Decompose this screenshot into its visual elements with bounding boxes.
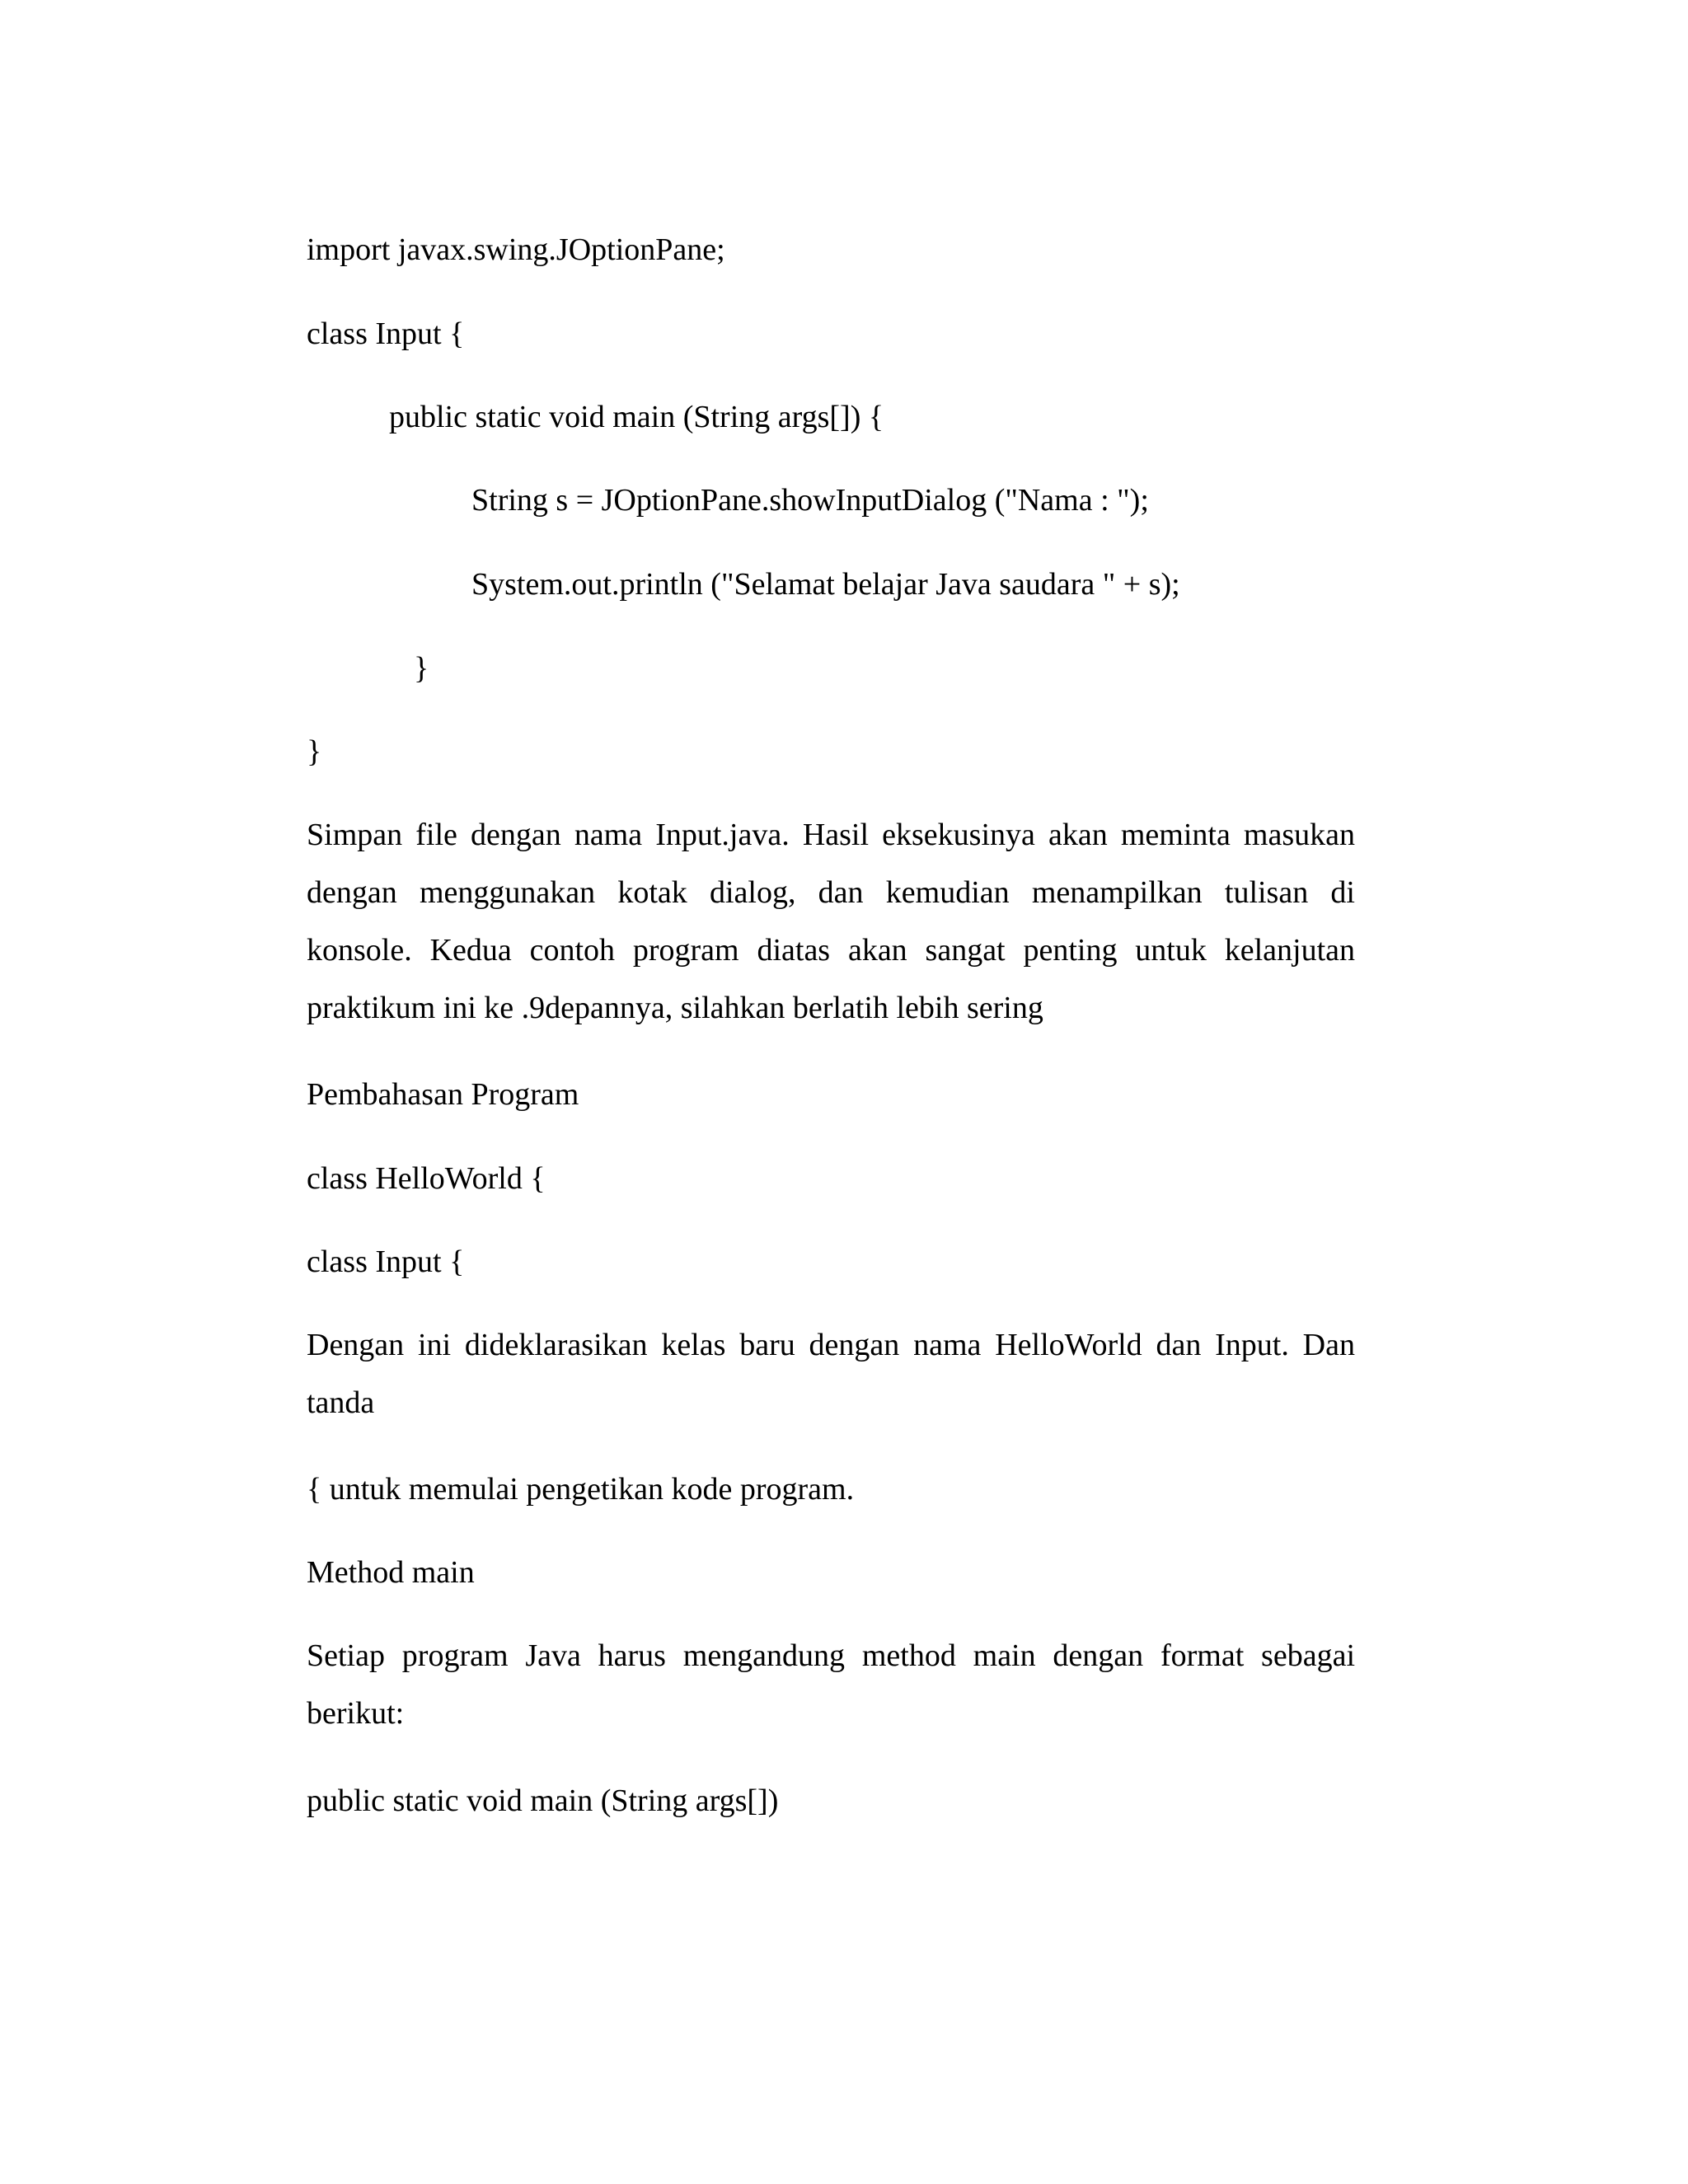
paragraph-line: Setiap program Java harus mengandung method main dengan format sebagai <box>307 1638 1355 1673</box>
paragraph-line: berikut: <box>307 1696 405 1731</box>
code-show-input-dialog-line: String s = JOptionPane.showInputDialog ("Nama : "); <box>471 483 1149 518</box>
code-main-signature: public static void main (String args[]) <box>307 1783 779 1818</box>
code-println-line: System.out.println ("Selamat belajar Java saudara " + s); <box>471 567 1180 602</box>
paragraph-line: Dengan ini dideklarasikan kelas baru dengan nama HelloWorld dan Input. Dan <box>307 1328 1355 1362</box>
code-class-helloworld: class HelloWorld { <box>307 1161 546 1196</box>
heading-method-main: Method main <box>307 1555 475 1590</box>
heading-pembahasan-program: Pembahasan Program <box>307 1077 579 1112</box>
paragraph-line: tanda <box>307 1385 375 1420</box>
paragraph-line: konsole. Kedua contoh program diatas akan sangat penting untuk kelanjutan <box>307 933 1355 968</box>
paragraph-memulai-kode: { untuk memulai pengetikan kode program. <box>307 1472 855 1507</box>
paragraph-line: Simpan file dengan nama Input.java. Hasil eksekusinya akan meminta masukan <box>307 818 1355 852</box>
code-main-method-line: public static void main (String args[]) { <box>389 400 884 434</box>
code-class-input: class Input { <box>307 1244 465 1279</box>
paragraph-setiap-program <box>307 1627 1355 1742</box>
code-import-line: import javax.swing.JOptionPane; <box>307 232 725 267</box>
code-class-input-line: class Input { <box>307 316 465 351</box>
code-close-brace-inner: } <box>414 651 429 686</box>
paragraph-line: dengan menggunakan kotak dialog, dan kemudian menampilkan tulisan di <box>307 875 1355 910</box>
paragraph-line: praktikum ini ke .9depannya, silahkan berlatih lebih sering <box>307 991 1043 1025</box>
paragraph-simpan-file <box>307 806 1355 1037</box>
paragraph-deklarasi-kelas <box>307 1316 1355 1432</box>
code-close-brace-outer: } <box>307 734 322 769</box>
